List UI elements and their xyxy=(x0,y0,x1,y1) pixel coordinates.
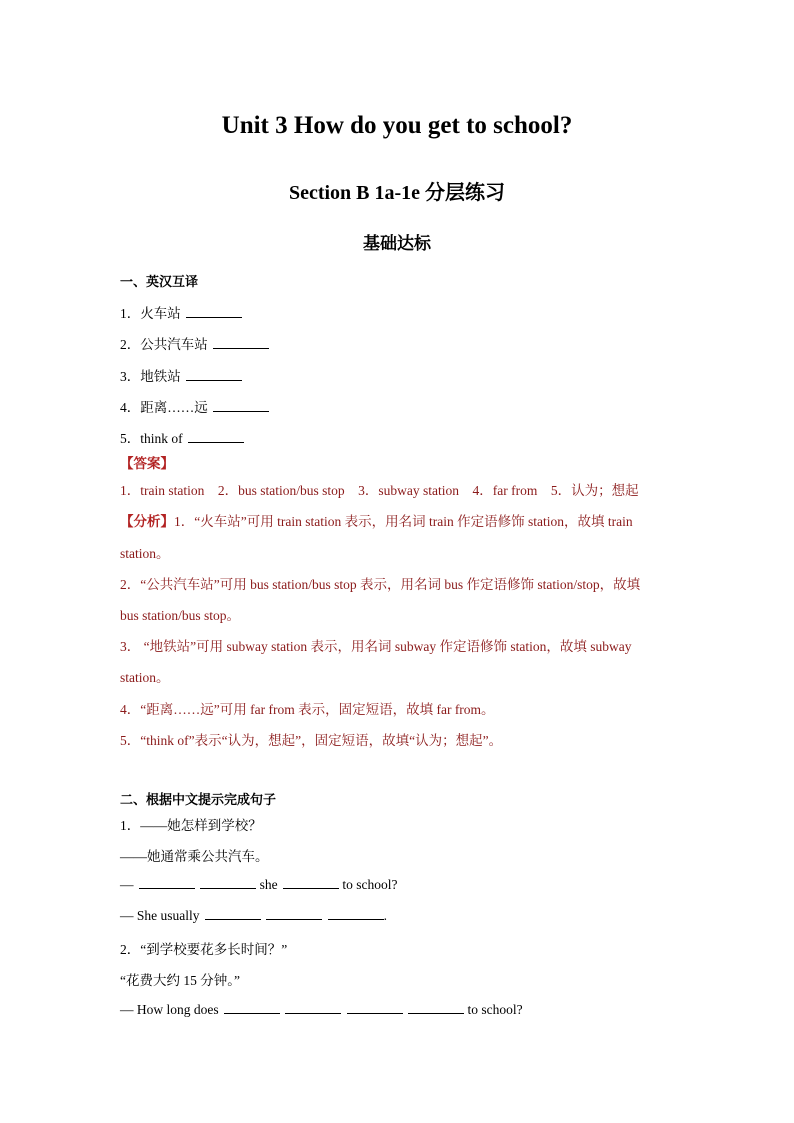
answer-blank xyxy=(188,430,244,443)
part1-item-4: 4．距离……远 xyxy=(120,396,269,416)
answer-blank xyxy=(283,876,339,889)
answer-blank xyxy=(266,907,322,920)
part1-item-1: 1．火车站 xyxy=(120,302,242,322)
part1-heading: 一、英汉互译 xyxy=(120,274,199,289)
part1-item-3: 3．地铁站 xyxy=(120,365,242,385)
page-title: Unit 3 How do you get to school? xyxy=(221,112,573,139)
q1-chinese-line-1: 1．——她怎样到学校？ xyxy=(120,818,262,833)
analysis-line-1: 【分析】1．“火车站”可用 train station 表示，用名词 train 作定语修饰 station，故填 train xyxy=(120,514,633,529)
q1-chinese-line-2: ——她通常乘公共汽车。 xyxy=(120,849,269,864)
answer-blank xyxy=(328,907,384,920)
answer-blank xyxy=(186,305,242,318)
part1-item-2: 2．公共汽车站 xyxy=(120,333,269,353)
part1-item-5: 5．think of xyxy=(120,427,244,447)
level-heading: 基础达标 xyxy=(363,234,431,253)
analysis-line-5: 3． “地铁站”可用 subway station 表示，用名词 subway 作定语修饰 station，故填 subway xyxy=(120,639,632,654)
analysis-line-4: bus station/bus stop。 xyxy=(120,608,241,623)
answer-blank xyxy=(186,368,242,381)
q2-english-line-1: — How long does to school? xyxy=(120,1002,523,1017)
q1-english-line-1: — she to school? xyxy=(120,877,398,892)
answer-line: 1．train station 2．bus station/bus stop 3．subway station 4．far from 5．认为；想起 xyxy=(120,483,639,498)
analysis-line-6: station。 xyxy=(120,670,170,685)
answer-blank xyxy=(213,336,269,349)
answer-blank xyxy=(224,1001,280,1014)
answer-blank xyxy=(347,1001,403,1014)
analysis-line-2: station。 xyxy=(120,546,170,561)
q1-english-line-2: — She usually . xyxy=(120,908,387,923)
answer-label: 【答案】 xyxy=(120,456,174,471)
analysis-line-3: 2．“公共汽车站”可用 bus station/bus stop 表示，用名词 bus 作定语修饰 station/stop，故填 xyxy=(120,577,641,592)
answer-blank xyxy=(205,907,261,920)
part2-heading: 二、根据中文提示完成句子 xyxy=(120,792,277,807)
section-subtitle: Section B 1a-1e 分层练习 xyxy=(288,182,506,204)
answer-blank xyxy=(213,399,269,412)
answer-blank xyxy=(200,876,256,889)
answer-blank xyxy=(408,1001,464,1014)
answer-blank xyxy=(139,876,195,889)
q2-chinese-line-1: 2．“到学校要花多长时间？” xyxy=(120,942,288,957)
analysis-label: 【分析】 xyxy=(120,514,174,529)
q2-chinese-line-2: “花费大约 15 分钟。” xyxy=(120,973,240,988)
analysis-line-8: 5．“think of”表示“认为，想起”，固定短语，故填“认为；想起”。 xyxy=(120,733,503,748)
analysis-line-7: 4．“距离……远”可用 far from 表示，固定短语，故填 far from。 xyxy=(120,702,495,717)
answer-blank xyxy=(285,1001,341,1014)
